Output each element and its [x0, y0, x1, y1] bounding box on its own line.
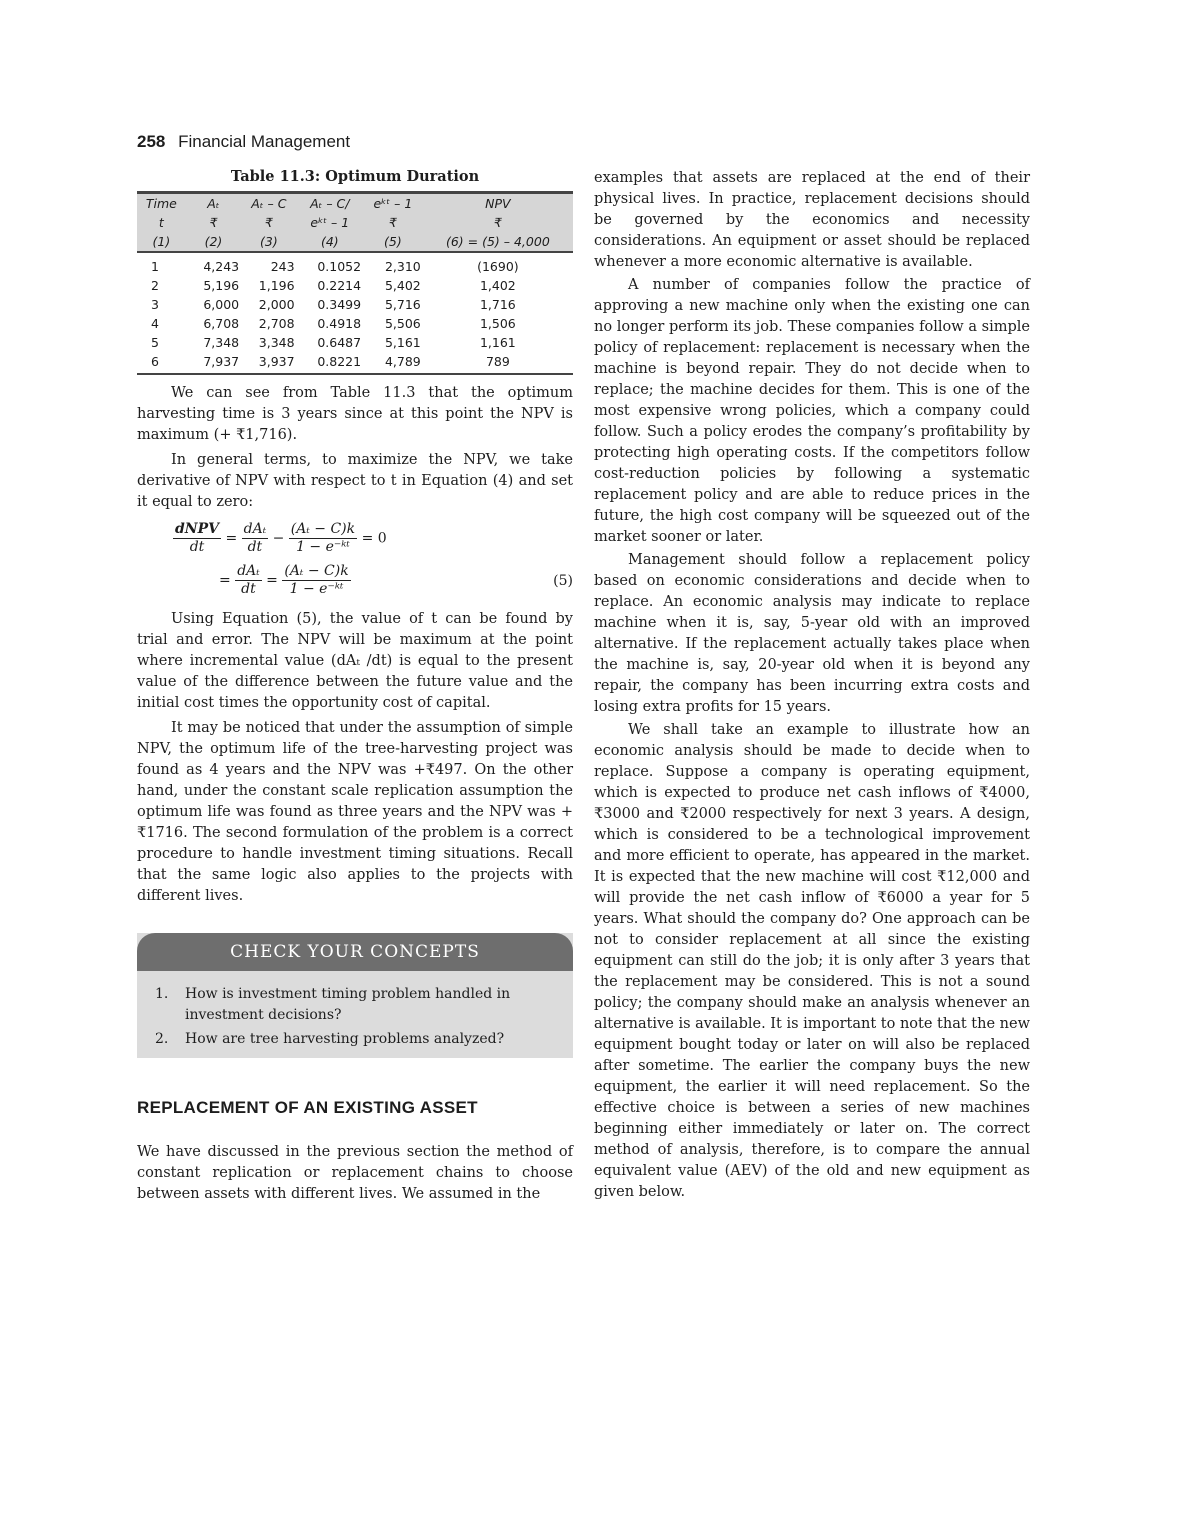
header-cell: eᵏᵗ – 1	[297, 213, 364, 232]
table-cell: 2	[151, 278, 159, 293]
eq-numerator: dAₜ	[243, 521, 267, 537]
header-cell: (5)	[363, 232, 423, 252]
table-cell: 0.3499	[317, 297, 362, 312]
table-cell: 6,000	[203, 297, 240, 312]
table-cell: 5,716	[384, 297, 421, 312]
paragraph: It may be noticed that under the assumption of simple NPV, the optimum life of the tree-harvesting project was found as 4 years and the NPV was +₹497. On the other hand, under the constant scale replication assumption the optimum life was found as three years and the NPV was + ₹1716. The second formulation of the problem is a correct procedure to handle investment timing situations. Recall that the same logic also applies to the projects with different lives.	[137, 720, 573, 904]
paragraph: examples that assets are replaced at the end of their physical lives. In practice, replacement decisions should be governed by the economics and necessity considerations. An equipment or asset should be replaced whenever a more economic alternative is available.	[594, 170, 1030, 270]
table-header-row	[137, 193, 573, 214]
header-cell: NPV	[423, 193, 573, 214]
table-row	[137, 276, 573, 295]
table-cell: 243	[270, 259, 295, 274]
table-cell: 1,402	[479, 278, 516, 293]
equation-5	[173, 521, 573, 599]
optimum-duration-table	[137, 191, 573, 375]
table-header-row	[137, 232, 573, 252]
paragraph: Management should follow a replacement policy based on economic considerations and decide when to replace. An economic analysis may indicate to replace machine when it is, say, 5-year old with an improved alternative. If the replacement actually takes place when the machine is, say, 20-year old when it is beyond any repair, the company has been incurring extra costs and losing extra profits for 15 years.	[594, 552, 1030, 715]
equation-number: (5)	[553, 573, 573, 589]
header-cell: Aₜ – C/	[297, 193, 364, 214]
table-caption: Table 11.3: Optimum Duration	[230, 168, 480, 185]
table-cell: 789	[423, 352, 573, 374]
check-item	[137, 1026, 573, 1050]
eq-numerator: dNPV	[175, 521, 219, 537]
check-item-text: How are tree harvesting problems analyzed?	[185, 1031, 505, 1047]
header-cell: (3)	[241, 232, 296, 252]
table-cell: 3	[151, 297, 159, 312]
right-column	[594, 168, 1030, 1205]
header-cell: eᵏᵗ – 1	[363, 193, 423, 214]
table-cell: 4	[151, 316, 159, 331]
table-cell: 0.8221	[297, 352, 364, 374]
eq-denominator: dt	[241, 581, 256, 597]
table-row	[137, 295, 573, 314]
table-cell: 0.4918	[317, 316, 362, 331]
table-cell: 2,310	[384, 259, 421, 274]
eq-equals-zero: = 0	[361, 530, 387, 547]
paragraph: In general terms, to maximize the NPV, we take derivative of NPV with respect to t in Equation (4) and set it equal to zero:	[137, 452, 573, 510]
table-cell: 7,937	[186, 352, 241, 374]
paragraph: We have discussed in the previous section the method of constant replication or replacement chains to choose between assets with different lives. We assumed in the	[137, 1144, 573, 1202]
check-your-concepts-title: CHECK YOUR CONCEPTS	[137, 933, 573, 971]
table-cell: 5,196	[203, 278, 240, 293]
table-cell: 6	[137, 352, 186, 374]
check-your-concepts-box	[137, 933, 573, 1058]
table-cell: 0.6487	[317, 335, 362, 350]
header-cell: Time	[137, 193, 186, 214]
header-cell: Aₜ – C	[241, 193, 296, 214]
table-cell: 4,789	[363, 352, 423, 374]
header-cell: ₹	[363, 213, 423, 232]
table-cell: 3,937	[241, 352, 296, 374]
table-cell: 2,000	[258, 297, 295, 312]
header-cell: ₹	[241, 213, 296, 232]
table-cell: 2,708	[258, 316, 295, 331]
table-cell: 1,506	[479, 316, 516, 331]
table-cell: 5,161	[384, 335, 421, 350]
table-cell: 1,161	[479, 335, 516, 350]
check-item-number: 2.	[155, 1031, 169, 1047]
table-row	[137, 352, 573, 374]
table-cell: 0.2214	[317, 278, 362, 293]
eq-numerator: (Aₜ − C)k	[284, 563, 349, 579]
header-cell: ₹	[186, 213, 241, 232]
paragraph: We can see from Table 11.3 that the optimum harvesting time is 3 years since at this point the NPV is maximum (+ ₹1,716).	[137, 385, 573, 443]
header-cell: (2)	[186, 232, 241, 252]
check-item-number: 1.	[155, 986, 169, 1002]
header-cell: Aₜ	[186, 193, 241, 214]
table-cell: 1,716	[479, 297, 516, 312]
table-cell: 5	[151, 335, 159, 350]
header-cell: ₹	[423, 213, 573, 232]
book-title: Financial Management	[178, 132, 351, 151]
equation-line-1: $\frac{\text{dNPV}}{dt}$ = $\frac{\text{dAₜ}}{dt}$ − $\frac{\text{(Aₜ − C)k}}{\text{1 − e⁻ᵏᵗ}}$ = 0	[175, 521, 387, 555]
table-cell: 5,402	[384, 278, 421, 293]
equation-line-2: = $\frac{\text{dAₜ}}{dt}$ = $\frac{\text{(Aₜ − C)k}}{\text{1 − e⁻ᵏᵗ}}$	[219, 563, 349, 597]
eq-denominator: 1 − e⁻ᵏᵗ	[289, 581, 344, 597]
paragraph: We shall take an example to illustrate how an economic analysis should be made to decide when to replace. Suppose a company is operating equipment, which is expected to produce net cash inflows of ₹4000, ₹3000 and ₹2000 respectively for next 3 years. A design, which is considered to be a technological improvement and more efficient to operate, has appeared in the market. It is expected that the new machine will cost ₹12,000 and will provide the net cash inflow of ₹6000 a year for 5 years. What should the company do? One approach can be not to consider replacement at all since the existing equipment can still do the job; it is only after 3 years that the replacement may be considered. This is not a sound policy; the company should make an analysis whenever an alternative is available. It is important to note that the new equipment bought today or later on will also be replaced after sometime. The earlier the company buys the new equipment, the earlier it will need replacement. So the effective choice is between a series of new machines beginning either immediately or later on. The correct method of analysis, therefore, is to compare the annual equivalent value (AEV) of the old and new equipment as given below.	[594, 722, 1030, 1200]
eq-numerator: (Aₜ − C)k	[290, 521, 356, 537]
table-cell: 0.1052	[317, 259, 362, 274]
table-cell: 7,348	[203, 335, 240, 350]
table-header-row	[137, 213, 573, 232]
eq-numerator: dAₜ	[237, 563, 260, 579]
check-item	[137, 981, 573, 1026]
eq-denominator: 1 − e⁻ᵏᵗ	[296, 539, 350, 555]
header-cell: (4)	[297, 232, 364, 252]
eq-denominator: dt	[247, 539, 263, 555]
header-cell: (1)	[137, 232, 186, 252]
paragraph: Using Equation (5), the value of t can be found by trial and error. The NPV will be maximum at the point where incremental value (dAₜ /dt) is equal to the present value of the difference between the future value and the initial cost times the opportunity cost of capital.	[137, 611, 573, 711]
table-cell: 1,196	[258, 278, 295, 293]
table-row	[137, 314, 573, 333]
eq-denominator: dt	[189, 539, 205, 555]
table-cell: 4,243	[203, 259, 240, 274]
header-cell: (6) = (5) – 4,000	[423, 232, 573, 252]
table-cell: 1	[151, 259, 159, 274]
table-row	[137, 333, 573, 352]
page-header	[137, 132, 350, 152]
left-column	[137, 168, 573, 1205]
page-number: 258	[137, 132, 166, 151]
table-row	[137, 252, 573, 276]
table-cell: (1690)	[477, 259, 519, 274]
header-cell: t	[137, 213, 186, 232]
table-cell: 5,506	[384, 316, 421, 331]
table-cell: 3,348	[258, 335, 295, 350]
section-heading: REPLACEMENT OF AN EXISTING ASSET	[137, 1098, 478, 1117]
paragraph: A number of companies follow the practice of approving a new machine only when the existing one can no longer perform its job. These companies follow a simple policy of replacement: replacement is necessary when the machine is beyond repair. They do not decide when to replace; the machine decides for them. This is one of the most expensive wrong policies, which a company could follow. Such a policy erodes the company’s profitability by protecting high operating costs. If the competitors follow cost-reduction policies by following a systematic replacement policy and are able to reduce prices in the future, the high cost company will be squeezed out of the market sooner or later.	[594, 277, 1030, 545]
check-item-text: How is investment timing problem handled in investment decisions?	[185, 986, 511, 1023]
table-cell: 6,708	[203, 316, 240, 331]
